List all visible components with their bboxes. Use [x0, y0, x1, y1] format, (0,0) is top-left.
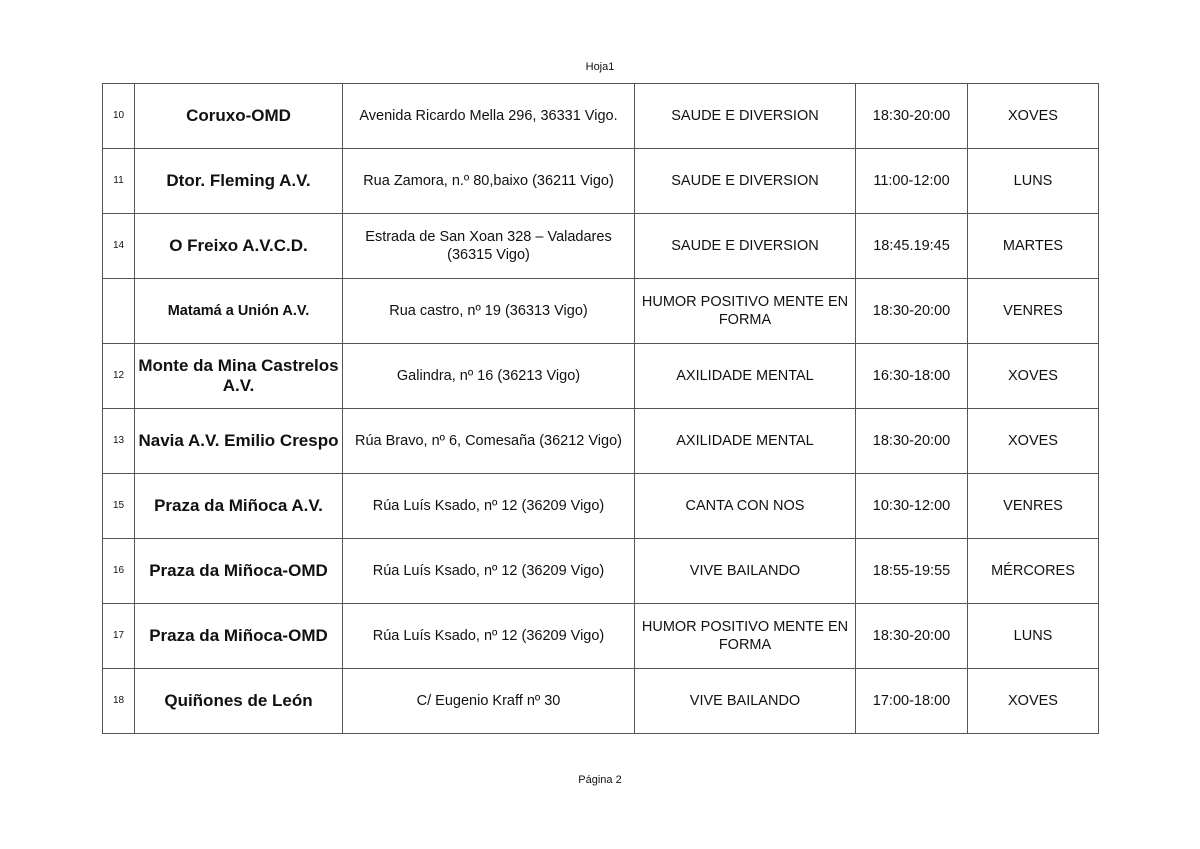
schedule-time-cell: 18:30-20:00 — [856, 604, 968, 669]
weekday-cell: XOVES — [968, 669, 1099, 734]
center-name-cell: Praza da Miñoca A.V. — [135, 474, 343, 539]
schedule-time-cell: 11:00-12:00 — [856, 149, 968, 214]
address-cell: Rúa Luís Ksado, nº 12 (36209 Vigo) — [343, 604, 635, 669]
row-number-cell: 14 — [103, 214, 135, 279]
schedule-time-cell: 18:30-20:00 — [856, 84, 968, 149]
schedule-time-cell: 10:30-12:00 — [856, 474, 968, 539]
address-cell: Rúa Luís Ksado, nº 12 (36209 Vigo) — [343, 539, 635, 604]
row-number-cell — [103, 279, 135, 344]
address-cell: C/ Eugenio Kraff nº 30 — [343, 669, 635, 734]
center-name-cell: Coruxo-OMD — [135, 84, 343, 149]
table-row — [103, 344, 1099, 409]
table-row — [103, 84, 1099, 149]
table-row — [103, 474, 1099, 539]
table-row — [103, 604, 1099, 669]
activity-cell: VIVE BAILANDO — [635, 669, 856, 734]
address-cell: Rúa Bravo, nº 6, Comesaña (36212 Vigo) — [343, 409, 635, 474]
page-number: Página 2 — [578, 774, 622, 786]
table-row — [103, 214, 1099, 279]
schedule-time-cell: 17:00-18:00 — [856, 669, 968, 734]
table-row — [103, 669, 1099, 734]
row-number-cell: 17 — [103, 604, 135, 669]
address-cell: Avenida Ricardo Mella 296, 36331 Vigo. — [343, 84, 635, 149]
row-number-cell: 18 — [103, 669, 135, 734]
weekday-cell: XOVES — [968, 344, 1099, 409]
sheet-header: Hoja1 — [585, 61, 615, 73]
activity-cell: CANTA CON NOS — [635, 474, 856, 539]
activity-cell: AXILIDADE MENTAL — [635, 344, 856, 409]
weekday-cell: LUNS — [968, 604, 1099, 669]
row-number-cell: 16 — [103, 539, 135, 604]
row-number-cell: 15 — [103, 474, 135, 539]
center-name-cell: Monte da Mina Castrelos A.V. — [135, 344, 343, 409]
row-number-cell: 13 — [103, 409, 135, 474]
row-number-cell: 10 — [103, 84, 135, 149]
schedule-table — [102, 83, 1099, 734]
weekday-cell: LUNS — [968, 149, 1099, 214]
weekday-cell: XOVES — [968, 409, 1099, 474]
address-cell: Rúa Luís Ksado, nº 12 (36209 Vigo) — [343, 474, 635, 539]
center-name-cell: Praza da Miñoca-OMD — [135, 604, 343, 669]
schedule-time-cell: 18:30-20:00 — [856, 279, 968, 344]
activity-cell: VIVE BAILANDO — [635, 539, 856, 604]
weekday-cell: MÉRCORES — [968, 539, 1099, 604]
table-row — [103, 149, 1099, 214]
schedule-time-cell: 18:30-20:00 — [856, 409, 968, 474]
address-cell: Estrada de San Xoan 328 – Valadares (36315 Vigo) — [343, 214, 635, 279]
address-cell: Galindra, nº 16 (36213 Vigo) — [343, 344, 635, 409]
center-name-cell: Dtor. Fleming A.V. — [135, 149, 343, 214]
activity-cell: AXILIDADE MENTAL — [635, 409, 856, 474]
schedule-time-cell: 18:55-19:55 — [856, 539, 968, 604]
center-name-cell: Quiñones de León — [135, 669, 343, 734]
weekday-cell: VENRES — [968, 279, 1099, 344]
activity-cell: SAUDE E DIVERSION — [635, 84, 856, 149]
center-name-cell: Navia A.V. Emilio Crespo — [135, 409, 343, 474]
center-name-cell: Praza da Miñoca-OMD — [135, 539, 343, 604]
activity-cell: SAUDE E DIVERSION — [635, 214, 856, 279]
weekday-cell: XOVES — [968, 84, 1099, 149]
center-name-cell: Matamá a Unión A.V. — [135, 279, 343, 344]
table-row — [103, 409, 1099, 474]
address-cell: Rua castro, nº 19 (36313 Vigo) — [343, 279, 635, 344]
activity-cell: HUMOR POSITIVO MENTE EN FORMA — [635, 279, 856, 344]
address-cell: Rua Zamora, n.º 80,baixo (36211 Vigo) — [343, 149, 635, 214]
activity-cell: SAUDE E DIVERSION — [635, 149, 856, 214]
table-row — [103, 279, 1099, 344]
row-number-cell: 11 — [103, 149, 135, 214]
weekday-cell: VENRES — [968, 474, 1099, 539]
center-name-cell: O Freixo A.V.C.D. — [135, 214, 343, 279]
weekday-cell: MARTES — [968, 214, 1099, 279]
row-number-cell: 12 — [103, 344, 135, 409]
schedule-time-cell: 16:30-18:00 — [856, 344, 968, 409]
activity-cell: HUMOR POSITIVO MENTE EN FORMA — [635, 604, 856, 669]
schedule-time-cell: 18:45.19:45 — [856, 214, 968, 279]
table-row — [103, 539, 1099, 604]
